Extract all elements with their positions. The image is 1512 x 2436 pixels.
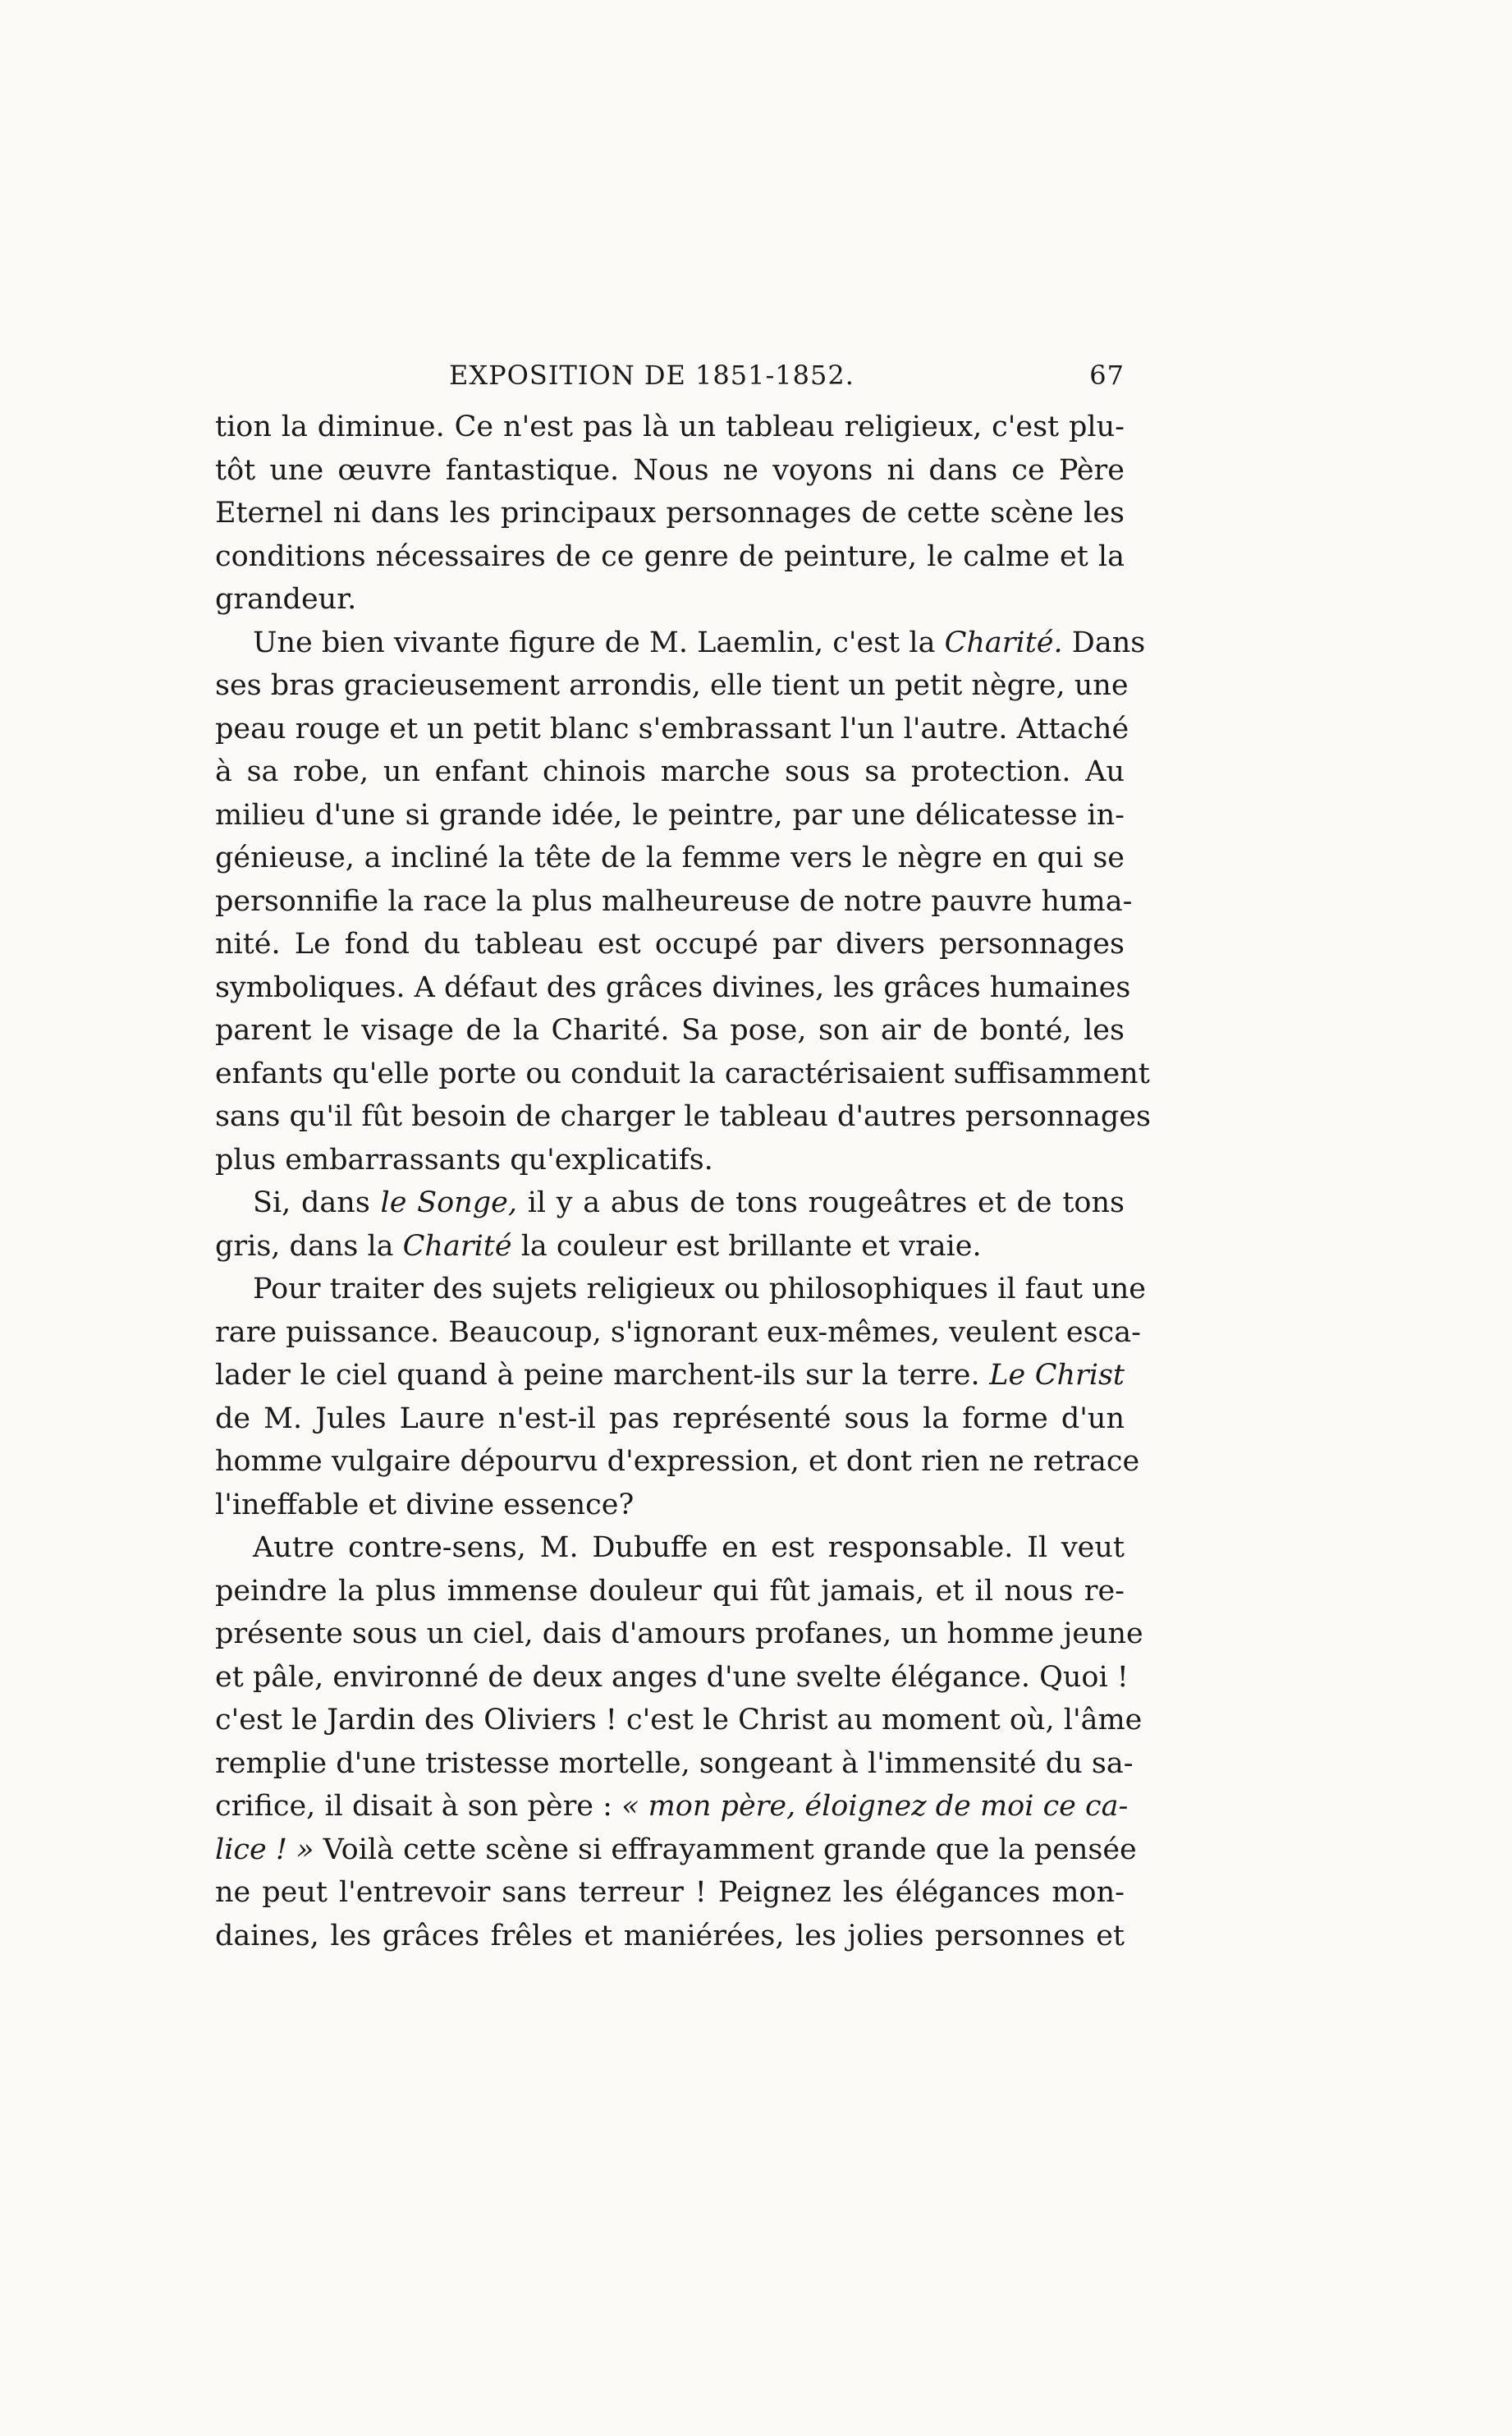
- running-header: [215, 360, 1125, 406]
- text-line: ne peut l'entrevoir sans terreur ! Peignez les élégances mon-: [215, 1876, 1125, 1909]
- text-line: [215, 1225, 1125, 1268]
- text-line: Pour traiter des sujets religieux ou philosophiques il faut une: [253, 1273, 1146, 1305]
- text-line: sans qu'il fût besoin de charger le tableau d'autres personnages: [215, 1100, 1151, 1133]
- text-run: la couleur est brillante et vraie.: [520, 1229, 982, 1263]
- text-line: milieu d'une si grande idée, le peintre, par une délicatesse in-: [215, 798, 1125, 832]
- running-title: EXPOSITION DE 1851-1852.: [449, 360, 855, 391]
- text-line: peindre la plus immense douleur qui fût jamais, et il nous re-: [215, 1574, 1125, 1608]
- text-line: personnifie la race la plus malheureuse de notre pauvre huma-: [215, 884, 1133, 918]
- text-line: [215, 1828, 1137, 1872]
- text-line: [215, 622, 1146, 665]
- italic-quote: « mon père, éloignez de moi ce ca-: [621, 1790, 1129, 1823]
- italic-title: le Songe,: [380, 1186, 517, 1219]
- text-run: Dans: [1071, 626, 1146, 659]
- italic-title: Charité.: [944, 626, 1063, 659]
- text-run: Voilà cette scène si effrayamment grande que la pensée: [323, 1833, 1137, 1866]
- text-line: homme vulgaire dépourvu d'expression, et dont rien ne retrace: [215, 1445, 1140, 1478]
- text-line: [215, 1785, 1129, 1828]
- text-run: lader le ciel quand à peine marchent-ils sur la terre.: [215, 1359, 980, 1392]
- italic-title: Le Christ: [989, 1359, 1125, 1392]
- text-line: nité. Le fond du tableau est occupé par divers personnages: [215, 928, 1125, 961]
- book-page: [215, 360, 1151, 1957]
- text-line: tôt une œuvre fantastique. Nous ne voyons ni dans ce Père: [215, 453, 1125, 487]
- italic-title: Charité: [402, 1229, 512, 1263]
- text-run: crifice, il disait à son père :: [215, 1790, 612, 1823]
- text-line: rare puissance. Beaucoup, s'ignorant eux-mêmes, veulent esca-: [215, 1315, 1141, 1349]
- body-text: [215, 406, 1151, 1957]
- text-run: Une bien vivante figure de M. Laemlin, c'est la: [253, 626, 936, 659]
- text-line: symboliques. A défaut des grâces divines, les grâces humaines: [215, 970, 1131, 1004]
- text-line: remplie d'une tristesse mortelle, songeant à l'immensité du sa-: [215, 1746, 1134, 1780]
- text-line: plus embarrassants qu'explicatifs.: [215, 1143, 713, 1177]
- text-line: l'ineffable et divine essence?: [215, 1488, 635, 1521]
- text-line: présente sous un ciel, dais d'amours profanes, un homme jeune: [215, 1617, 1143, 1650]
- text-line: Eternel ni dans les principaux personnages de cette scène les: [215, 497, 1125, 530]
- text-line: grandeur.: [215, 583, 357, 616]
- text-run: Si, dans: [253, 1186, 370, 1219]
- text-line: [215, 1354, 1125, 1397]
- text-line: c'est le Jardin des Oliviers ! c'est le Christ au moment où, l'âme: [215, 1704, 1143, 1736]
- text-line: tion la diminue. Ce n'est pas là un tableau religieux, c'est plu-: [215, 411, 1125, 443]
- text-line: de M. Jules Laure n'est-il pas représenté sous la forme d'un: [215, 1402, 1125, 1435]
- italic-quote: lice ! »: [215, 1833, 314, 1866]
- text-run: il y a abus de tons rougeâtres et de tons: [527, 1186, 1125, 1219]
- text-line: génieuse, a incliné la tête de la femme vers le nègre en qui se: [215, 842, 1125, 874]
- page-number: 67: [1089, 360, 1125, 391]
- text-run: gris, dans la: [215, 1229, 394, 1263]
- text-line: peau rouge et un petit blanc s'embrassant l'un l'autre. Attaché: [215, 712, 1129, 745]
- text-line: Autre contre-sens, M. Dubuffe en est responsable. Il veut: [253, 1531, 1125, 1564]
- text-line: conditions nécessaires de ce genre de peinture, le calme et la: [215, 539, 1125, 573]
- text-line: ses bras gracieusement arrondis, elle tient un petit nègre, une: [215, 669, 1129, 702]
- text-line: daines, les grâces frêles et maniérées, les jolies personnes et: [215, 1919, 1125, 1952]
- text-line: enfants qu'elle porte ou conduit la caractérisaient suffisamment: [215, 1057, 1150, 1090]
- text-line: et pâle, environné de deux anges d'une svelte élégance. Quoi !: [215, 1660, 1129, 1694]
- text-line: à sa robe, un enfant chinois marche sous sa protection. Au: [215, 755, 1125, 788]
- text-line: [215, 1181, 1125, 1225]
- text-line: parent le visage de la Charité. Sa pose, son air de bonté, les: [215, 1014, 1125, 1047]
